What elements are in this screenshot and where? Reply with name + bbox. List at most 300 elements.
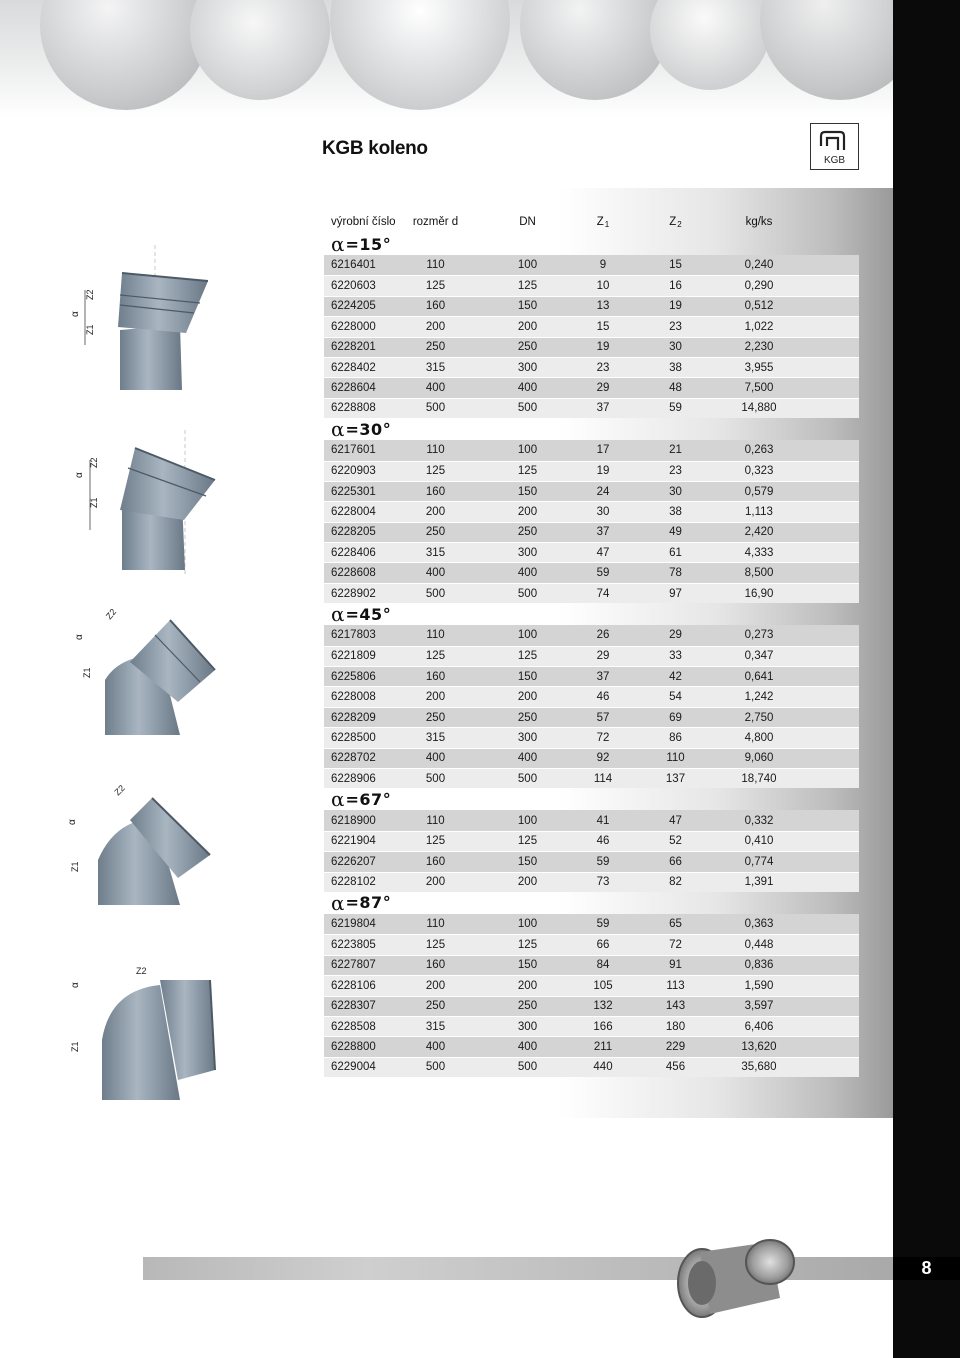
cell-code: 6228008: [331, 691, 376, 704]
table-row: [324, 1016, 859, 1036]
kgb-logo: [810, 123, 859, 170]
cell-z2: 97: [669, 587, 682, 600]
cell-size: 160: [425, 855, 446, 868]
cell-z2: 82: [669, 876, 682, 889]
cell-z1: 166: [593, 1020, 613, 1033]
cell-dn: 300: [517, 546, 538, 559]
elbow-45-drawing: [60, 600, 260, 750]
table-row: [324, 255, 859, 275]
cell-z1: 59: [596, 918, 610, 931]
right-black-strip: [893, 0, 960, 1358]
cell-z2: 110: [666, 752, 685, 765]
cell-size: 315: [425, 1020, 446, 1033]
cell-weight: 0,240: [744, 259, 774, 272]
cell-code: 6228800: [331, 1040, 376, 1053]
cell-dn: 100: [517, 629, 538, 642]
table-row: [324, 377, 859, 397]
cell-dn: 150: [517, 670, 538, 683]
cell-weight: 2,420: [744, 526, 774, 539]
cell-size: 315: [425, 361, 446, 374]
svg-text:α: α: [70, 982, 81, 988]
table-row: [324, 727, 859, 747]
header-z1-sub: 1: [604, 219, 610, 229]
cell-z1: 37: [596, 670, 610, 683]
cell-dn: 250: [517, 1000, 538, 1013]
cell-z2: 54: [669, 691, 682, 704]
cell-z1: 37: [596, 526, 610, 539]
cell-code: 6225806: [331, 670, 376, 683]
section-heading: [324, 603, 859, 625]
cell-code: 6229004: [331, 1061, 376, 1074]
cell-z2: 30: [669, 341, 682, 354]
cell-size: 250: [425, 711, 446, 724]
cell-z1: 84: [596, 959, 610, 972]
cell-z1: 114: [593, 772, 613, 785]
cell-z1: 9: [599, 259, 607, 272]
cell-z2: 15: [669, 259, 682, 272]
alpha-symbol: α: [331, 417, 345, 442]
cell-weight: 1,391: [744, 876, 774, 889]
cell-code: 6221809: [331, 650, 376, 663]
cell-z2: 47: [669, 814, 682, 827]
cell-code: 6228106: [331, 979, 376, 992]
cell-weight: 0,641: [744, 670, 774, 683]
cell-z2: 23: [669, 320, 682, 333]
table-body: [324, 233, 859, 1077]
header-z1: [584, 216, 622, 229]
elbow-pipe-icon: [818, 128, 852, 154]
svg-text:Z2: Z2: [112, 782, 127, 798]
cell-z1: 15: [596, 320, 610, 333]
svg-text:α: α: [67, 819, 78, 825]
cell-code: 6228402: [331, 361, 376, 374]
cell-dn: 300: [517, 361, 538, 374]
cell-size: 160: [425, 485, 446, 498]
cell-z1: 30: [596, 505, 610, 518]
svg-text:Z2: Z2: [89, 457, 99, 468]
cell-size: 200: [425, 320, 446, 333]
logo-label: KGB: [823, 155, 846, 166]
table-row: [324, 768, 859, 788]
cell-weight: 18,740: [741, 772, 777, 785]
table-row: [324, 934, 859, 954]
angle-label: =67°: [345, 789, 392, 809]
cell-code: 6228902: [331, 587, 376, 600]
table-row: [324, 583, 859, 603]
cell-z2: 49: [669, 526, 682, 539]
cell-dn: 400: [517, 752, 538, 765]
cell-weight: 4,333: [744, 546, 774, 559]
cell-weight: 1,242: [744, 691, 774, 704]
cell-code: 6223805: [331, 939, 376, 952]
cell-z1: 59: [596, 855, 610, 868]
cell-weight: 35,680: [741, 1061, 777, 1074]
cell-dn: 250: [517, 526, 538, 539]
cell-z1: 132: [593, 1000, 613, 1013]
table-row: [324, 357, 859, 377]
cell-z2: 42: [669, 670, 682, 683]
cell-weight: 0,774: [744, 855, 774, 868]
cell-z1: 72: [596, 731, 610, 744]
alpha-symbol: α: [331, 787, 345, 812]
cell-z2: 180: [665, 1020, 686, 1033]
cell-code: 6228102: [331, 876, 376, 889]
cell-code: 6228201: [331, 341, 376, 354]
alpha-symbol: α: [331, 232, 345, 256]
table-row: [324, 831, 859, 851]
cell-weight: 0,836: [744, 959, 774, 972]
cell-code: 6224205: [331, 300, 376, 313]
cell-z1: 46: [596, 835, 610, 848]
cell-size: 125: [425, 280, 446, 293]
cell-size: 315: [425, 731, 446, 744]
cell-dn: 150: [517, 485, 538, 498]
cell-z2: 229: [665, 1040, 686, 1053]
cell-dn: 100: [517, 918, 538, 931]
cell-z2: 59: [669, 402, 682, 415]
cell-size: 200: [425, 505, 446, 518]
cell-code: 6228209: [331, 711, 376, 724]
cell-weight: 14,880: [741, 402, 777, 415]
cell-size: 125: [425, 650, 446, 663]
cell-dn: 400: [517, 567, 538, 580]
cell-dn: 200: [517, 320, 538, 333]
table-row: [324, 316, 859, 336]
cell-z2: 23: [669, 465, 682, 478]
cell-weight: 2,230: [744, 341, 774, 354]
cell-z2: 69: [669, 711, 682, 724]
cell-code: 6228604: [331, 382, 376, 395]
cell-size: 125: [425, 465, 446, 478]
table-row: [324, 666, 859, 686]
table-row: [324, 872, 859, 892]
header-z2-label: Z: [669, 215, 677, 228]
elbow-87-drawing: [60, 960, 260, 1110]
cell-weight: 0,363: [744, 918, 774, 931]
header-z2-sub: 2: [677, 219, 682, 229]
cell-z2: 72: [669, 939, 682, 952]
cell-z2: 33: [669, 650, 682, 663]
cell-z2: 65: [669, 918, 682, 931]
cell-size: 400: [425, 382, 446, 395]
table-row: [324, 337, 859, 357]
cell-weight: 7,500: [744, 382, 774, 395]
alpha-symbol: α: [331, 890, 345, 915]
table-row: [324, 646, 859, 666]
cell-size: 200: [425, 691, 446, 704]
table-row: [324, 501, 859, 521]
cell-z2: 91: [669, 959, 682, 972]
cell-code: 6228508: [331, 1020, 376, 1033]
cell-z1: 440: [593, 1061, 613, 1074]
table-row: [324, 996, 859, 1016]
angle-label: =87°: [345, 893, 392, 913]
cell-size: 500: [425, 587, 446, 600]
table-row: [324, 461, 859, 481]
angle-label: =45°: [345, 604, 392, 624]
cell-size: 250: [425, 341, 446, 354]
cell-code: 6228702: [331, 752, 376, 765]
cell-code: 6217601: [331, 444, 376, 457]
cell-z1: 59: [596, 567, 610, 580]
table-row: [324, 810, 859, 830]
header-z1-label: Z: [596, 215, 604, 228]
cell-weight: 0,263: [744, 444, 774, 457]
cell-z2: 86: [669, 731, 682, 744]
cell-z1: 29: [596, 382, 610, 395]
cell-z1: 37: [596, 402, 610, 415]
cell-z2: 30: [669, 485, 682, 498]
header-z2: [622, 216, 729, 229]
cell-z1: 211: [593, 1040, 613, 1053]
cell-dn: 400: [517, 1040, 538, 1053]
cell-z1: 10: [596, 280, 610, 293]
cell-z1: 19: [596, 465, 610, 478]
cell-weight: 0,410: [744, 835, 774, 848]
svg-text:Z1: Z1: [85, 324, 95, 335]
section-heading: [324, 892, 859, 914]
cell-code: 6228406: [331, 546, 376, 559]
cell-weight: 8,500: [744, 567, 774, 580]
elbow-67-drawing: [60, 780, 260, 920]
cell-dn: 100: [517, 444, 538, 457]
cell-z1: 23: [596, 361, 610, 374]
cell-z2: 21: [669, 444, 682, 457]
page-number-box: [893, 1257, 960, 1280]
elbow-15-drawing: [60, 245, 260, 395]
cell-code: 6220903: [331, 465, 376, 478]
svg-text:Z1: Z1: [70, 861, 80, 872]
table-row: [324, 625, 859, 645]
cell-weight: 3,955: [744, 361, 774, 374]
svg-text:α: α: [74, 634, 85, 640]
header-code: výrobní číslo: [331, 216, 396, 228]
cell-z2: 143: [665, 1000, 686, 1013]
cell-size: 110: [426, 629, 445, 642]
svg-text:Z1: Z1: [82, 667, 92, 678]
cell-z2: 61: [669, 546, 682, 559]
cell-size: 315: [425, 546, 446, 559]
cell-dn: 125: [517, 835, 538, 848]
cell-dn: 200: [517, 979, 538, 992]
cell-dn: 250: [517, 341, 538, 354]
table-row: [324, 542, 859, 562]
svg-text:Z2: Z2: [136, 966, 147, 976]
header-photo-band: [0, 0, 893, 118]
cell-code: 6221904: [331, 835, 376, 848]
table-row: [324, 851, 859, 871]
cell-size: 110: [426, 814, 445, 827]
table-row: [324, 707, 859, 727]
cell-dn: 150: [517, 855, 538, 868]
cell-dn: 400: [517, 382, 538, 395]
cell-weight: 6,406: [744, 1020, 774, 1033]
section-heading: [324, 233, 859, 255]
table-header: [324, 211, 859, 233]
cell-z1: 74: [596, 587, 610, 600]
cell-size: 125: [425, 939, 446, 952]
elbow-30-drawing: [60, 420, 260, 580]
cell-code: 6228808: [331, 402, 376, 415]
cell-size: 125: [425, 835, 446, 848]
cell-size: 400: [425, 567, 446, 580]
cell-z2: 78: [669, 567, 682, 580]
svg-text:Z1: Z1: [89, 497, 99, 508]
cell-dn: 150: [517, 959, 538, 972]
cell-z2: 113: [666, 979, 685, 992]
tee-fitting-photo: [670, 1228, 800, 1328]
cell-z1: 92: [596, 752, 610, 765]
cell-z1: 73: [596, 876, 610, 889]
cell-size: 160: [425, 300, 446, 313]
table-row: [324, 440, 859, 460]
header-weight: kg/ks: [745, 216, 773, 228]
cell-size: 500: [425, 402, 446, 415]
angle-label: =30°: [345, 419, 392, 439]
cell-z1: 26: [596, 629, 610, 642]
table-row: [324, 1036, 859, 1056]
table-row: [324, 975, 859, 995]
cell-weight: 13,620: [741, 1040, 777, 1053]
cell-code: 6217803: [331, 629, 376, 642]
cell-code: 6225301: [331, 485, 376, 498]
cell-dn: 200: [517, 691, 538, 704]
page-title: KGB koleno: [322, 138, 428, 159]
cell-dn: 125: [517, 939, 538, 952]
cell-z2: 137: [665, 772, 686, 785]
cell-dn: 500: [517, 587, 538, 600]
cell-size: 110: [426, 918, 445, 931]
cell-size: 500: [425, 772, 446, 785]
cell-weight: 1,022: [744, 320, 774, 333]
cell-code: 6219804: [331, 918, 376, 931]
cell-weight: 0,579: [744, 485, 774, 498]
table-row: [324, 914, 859, 934]
table-row: [324, 522, 859, 542]
cell-z1: 13: [596, 300, 610, 313]
cell-size: 110: [426, 259, 445, 272]
cell-dn: 200: [517, 505, 538, 518]
svg-text:α: α: [70, 311, 81, 317]
cell-z2: 38: [669, 361, 682, 374]
header-size: rozměr d: [412, 216, 459, 228]
cell-weight: 4,800: [744, 731, 774, 744]
cell-size: 200: [425, 876, 446, 889]
cell-size: 400: [425, 752, 446, 765]
cell-z1: 66: [596, 939, 610, 952]
svg-text:Z2: Z2: [103, 606, 119, 622]
table-row: [324, 398, 859, 418]
cell-code: 6218900: [331, 814, 376, 827]
cell-z2: 29: [669, 629, 682, 642]
cell-size: 400: [425, 1040, 446, 1053]
cell-code: 6228307: [331, 1000, 376, 1013]
cell-dn: 200: [517, 876, 538, 889]
cell-dn: 125: [517, 280, 538, 293]
cell-size: 500: [425, 1061, 446, 1074]
cell-size: 160: [425, 670, 446, 683]
cell-dn: 500: [517, 1061, 538, 1074]
cell-code: 6228000: [331, 320, 376, 333]
cell-weight: 0,512: [744, 300, 774, 313]
cell-z2: 66: [669, 855, 682, 868]
cell-code: 6228906: [331, 772, 376, 785]
cell-weight: 0,273: [744, 629, 774, 642]
cell-code: 6226207: [331, 855, 376, 868]
cell-code: 6228004: [331, 505, 376, 518]
section-heading: [324, 418, 859, 440]
cell-dn: 100: [517, 259, 538, 272]
cell-z1: 105: [593, 979, 613, 992]
product-table: [324, 211, 859, 1077]
cell-code: 6220603: [331, 280, 376, 293]
cell-size: 200: [425, 979, 446, 992]
cell-size: 250: [425, 526, 446, 539]
cell-weight: 2,750: [744, 711, 774, 724]
cell-z2: 19: [669, 300, 682, 313]
cell-z2: 16: [669, 280, 682, 293]
cell-code: 6228608: [331, 567, 376, 580]
cell-weight: 0,448: [744, 939, 774, 952]
cell-z1: 24: [596, 485, 610, 498]
angle-label: =15°: [345, 234, 392, 254]
cell-z2: 52: [669, 835, 682, 848]
cell-z1: 46: [596, 691, 610, 704]
cell-size: 160: [425, 959, 446, 972]
cell-z2: 38: [669, 505, 682, 518]
cell-code: 6227807: [331, 959, 376, 972]
cell-z1: 19: [596, 341, 610, 354]
cell-dn: 125: [517, 465, 538, 478]
cell-dn: 300: [517, 1020, 538, 1033]
cell-z1: 29: [596, 650, 610, 663]
cell-z2: 48: [669, 382, 682, 395]
table-row: [324, 955, 859, 975]
svg-text:α: α: [74, 472, 85, 478]
cell-dn: 150: [517, 300, 538, 313]
page-number: 8: [921, 1258, 932, 1278]
cell-weight: 16,90: [744, 587, 774, 600]
cell-dn: 500: [517, 772, 538, 785]
cell-size: 250: [425, 1000, 446, 1013]
cell-z1: 47: [596, 546, 610, 559]
cell-code: 6216401: [331, 259, 376, 272]
cell-weight: 0,347: [744, 650, 774, 663]
table-row: [324, 748, 859, 768]
svg-text:Z1: Z1: [70, 1041, 80, 1052]
cell-weight: 0,332: [744, 814, 774, 827]
alpha-symbol: α: [331, 602, 345, 627]
cell-dn: 125: [517, 650, 538, 663]
cell-weight: 1,113: [745, 505, 773, 518]
table-row: [324, 275, 859, 295]
cell-weight: 0,290: [744, 280, 774, 293]
cell-z1: 17: [596, 444, 610, 457]
svg-text:Z2: Z2: [85, 289, 95, 300]
table-row: [324, 562, 859, 582]
cell-dn: 100: [517, 814, 538, 827]
cell-weight: 3,597: [744, 1000, 774, 1013]
cell-size: 110: [426, 444, 445, 457]
section-heading: [324, 788, 859, 810]
cell-z1: 41: [596, 814, 610, 827]
header-dn: DN: [519, 216, 536, 228]
cell-weight: 9,060: [744, 752, 774, 765]
cell-weight: 1,590: [744, 979, 774, 992]
table-row: [324, 686, 859, 706]
cell-z2: 456: [665, 1061, 686, 1074]
table-row: [324, 296, 859, 316]
